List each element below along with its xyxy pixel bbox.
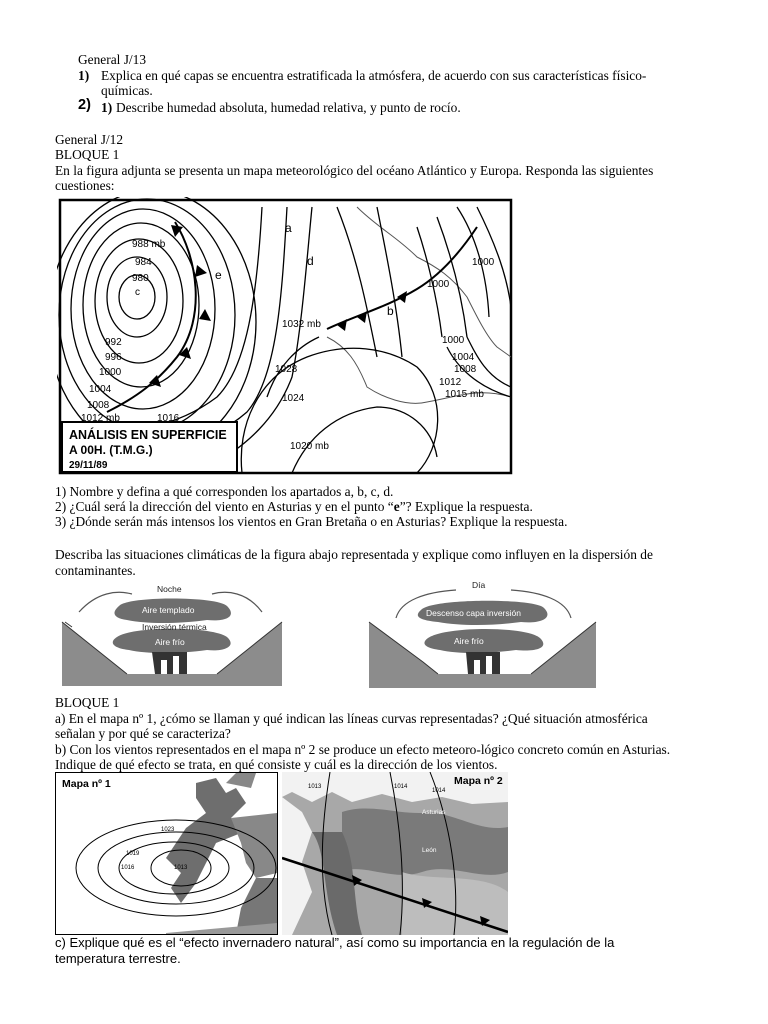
map-title-2: A 00H. (T.M.G.) <box>69 443 153 457</box>
map-label-988: 988 mb <box>132 239 166 250</box>
j12-q3: 3) ¿Dónde serán más intensos los vientos en Gran Bretaña o en Asturias? Explique la respuesta. <box>55 514 568 529</box>
j13-q2-number: 2) <box>78 97 91 113</box>
j13-q2-inner-number: 1) <box>101 100 113 115</box>
mapa1-isobar-1023: 1023 <box>161 827 175 833</box>
j13-q1-text-line1: Explica en qué capas se encuentra estratificada la atmósfera, de acuerdo con sus características físico- <box>101 68 647 83</box>
j12-q2-post: ”? Explique la respuesta. <box>399 499 533 514</box>
mapa1-isobar-1016: 1016 <box>121 865 135 871</box>
map-label-1008a: 1008 <box>87 400 110 411</box>
map-label-1012b: 1012 <box>439 377 462 388</box>
j13-q1-number: 1) <box>78 68 90 83</box>
map-label-1032: 1032 mb <box>282 319 321 330</box>
mapa-2-figure <box>282 772 508 935</box>
j12-bloque: BLOQUE 1 <box>55 147 120 162</box>
j12-header: General J/12 <box>55 132 124 147</box>
j12-q2-pre: 2) ¿Cuál será la dirección del viento en Asturias y en el punto “ <box>55 499 394 514</box>
j12-q1: 1) Nombre y defina a qué corresponden los apartados a, b, c, d. <box>55 484 394 499</box>
bloque1b-header: BLOQUE 1 <box>55 695 120 710</box>
cold-air-label-left: Aire frío <box>155 637 185 647</box>
mapa2-label-leon: León <box>422 847 437 854</box>
bloque1b-b-line2: Indique de qué efecto se trata, en qué consiste y cuál es la dirección de los vientos. <box>55 757 498 772</box>
night-label: Noche <box>157 584 182 594</box>
map-title-1: ANÁLISIS EN SUPERFICIE <box>69 428 227 442</box>
weather-map-figure <box>57 197 517 476</box>
mapa2-isobar-1013: 1013 <box>308 784 322 790</box>
inversion-day-figure <box>366 578 602 690</box>
j13-q1-text-line2: químicas. <box>101 83 153 98</box>
cold-air-label-right: Aire frío <box>454 636 484 646</box>
map-label-b: b <box>387 304 394 318</box>
map-title-3: 29/11/89 <box>69 460 108 471</box>
map-label-992: 992 <box>105 337 122 348</box>
j12-intro-line2: cuestiones: <box>55 178 115 193</box>
j12-q2-bold: e <box>393 499 400 514</box>
bloque1b-a-line2: señalan y por qué se caracteriza? <box>55 726 231 741</box>
bloque1b-b-line1: b) Con los vientos representados en el mapa nº 2 se produce un efecto meteoro-lógico concreto común en Asturias. <box>55 742 671 757</box>
map-label-1000c: 1000 <box>427 279 450 290</box>
map-label-1000a: 1000 <box>99 367 122 378</box>
describa-line1: Describa las situaciones climáticas de la figura abajo representada y explique como influyen en la dispersión de <box>55 547 653 562</box>
mapa2-isobar-1014a: 1014 <box>394 784 408 790</box>
map-label-1004b: 1004 <box>452 352 475 363</box>
map-label-1000b: 1000 <box>472 257 495 268</box>
map-label-1020: 1020 mb <box>290 441 329 452</box>
thermal-inversion-label: Inversión térmica <box>142 622 207 632</box>
warm-air-label: Aire templado <box>142 605 195 615</box>
bloque1b-c-line1: c) Explique qué es el “efecto invernadero natural”, así como su importancia en la regulación de la <box>55 935 615 950</box>
mapa1-isobar-1019: 1019 <box>126 851 140 857</box>
j13-q2-text: Describe humedad absoluta, humedad relativa, y punto de rocío. <box>116 100 461 115</box>
mapa2-label-asturias: Asturias <box>422 809 446 816</box>
map-label-980: 980 <box>132 273 149 284</box>
map-label-984: 984 <box>135 257 152 268</box>
map-label-e: e <box>215 268 222 282</box>
map-label-1028: 1028 <box>275 364 298 375</box>
inversion-descent-label: Descenso capa inversión <box>426 608 521 618</box>
weather-map-svg <box>57 197 517 476</box>
j12-intro-line1: En la figura adjunta se presenta un mapa meteorológico del océano Atlántico y Europa. Responda las siguientes <box>55 163 654 178</box>
day-label: Día <box>472 580 486 590</box>
bloque1b-a-line1: a) En el mapa nº 1, ¿cómo se llaman y qué indican las líneas curvas representadas? ¿Qué situación atmosférica <box>55 711 648 726</box>
map-label-c: c <box>135 287 140 298</box>
map-label-a: a <box>285 221 292 235</box>
map-label-d: d <box>307 254 314 268</box>
describa-line2: contaminantes. <box>55 563 136 578</box>
mapa2-isobar-1014b: 1014 <box>432 788 446 794</box>
mapa1-title: Mapa nº 1 <box>62 778 111 790</box>
map-label-1024: 1024 <box>282 393 305 404</box>
j13-header: General J/13 <box>78 52 147 67</box>
j12-q2 <box>55 499 533 514</box>
map-label-1004a: 1004 <box>89 384 112 395</box>
bloque1b-c-line2: temperatura terrestre. <box>55 951 181 966</box>
map-label-1015: 1015 mb <box>445 389 484 400</box>
mapa-1-figure <box>55 772 278 935</box>
map-label-1016: 1016 <box>157 413 180 424</box>
map-label-996: 996 <box>105 352 122 363</box>
map-label-1008b: 1008 <box>454 364 477 375</box>
mapa2-title: Mapa nº 2 <box>454 775 503 787</box>
map-label-1012: 1012 mb <box>81 413 120 424</box>
map-label-1000d: 1000 <box>442 335 465 346</box>
inversion-night-figure <box>57 582 287 688</box>
mapa1-isobar-1013: 1013 <box>174 865 188 871</box>
